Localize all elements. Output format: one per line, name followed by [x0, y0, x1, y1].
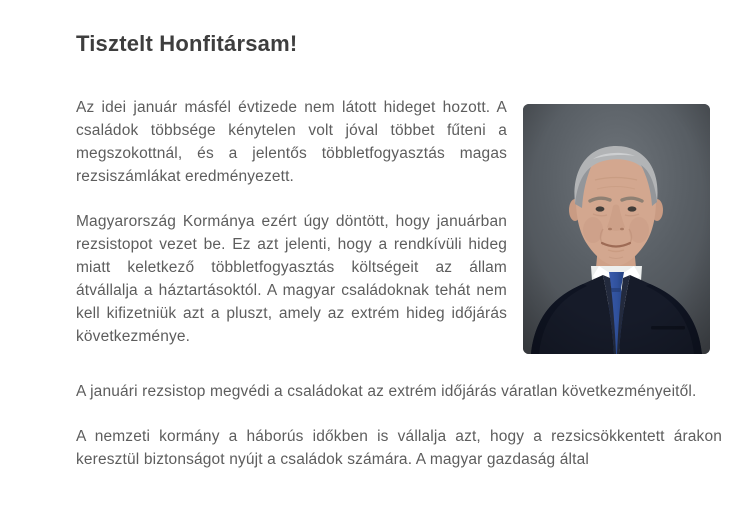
portrait-photo [523, 104, 710, 354]
portrait-illustration [523, 104, 710, 354]
paragraph-1: Az idei január másfél évtizede nem látott hideget hozott. A családok többsége kénytelen volt jóval többet fűteni a megszokottnál, és a jelentős többletfogyasztás magas rezsiszámlákat eredményezett. [76, 99, 507, 185]
letter-body [76, 96, 722, 471]
page-title: Tisztelt Honfitársam! [76, 31, 298, 56]
paragraph-3: A januári rezsistop megvédi a családokat az extrém időjárás váratlan következményeitől. [76, 383, 697, 400]
photo-vignette [523, 104, 710, 354]
paragraph-4: A nemzeti kormány a háborús időkben is vállalja azt, hogy a rezsicsökkentett árakon keresztül biztonságot nyújt a családok számára. A magyar gazdaság által [76, 428, 722, 468]
letter-page [0, 30, 750, 530]
paragraph-2: Magyarország Kormánya ezért úgy döntött, hogy januárban rezsistopot vezet be. Ez azt jelenti, hogy a rendkívüli hideg miatt keletkező többletfogyasztás költségeit az állam átvállalja a háztartásoktól. A magyar családoknak tehát nem kell kifizetniük azt a pluszt, amely az extrém hideg időjárás következménye. [76, 213, 507, 345]
